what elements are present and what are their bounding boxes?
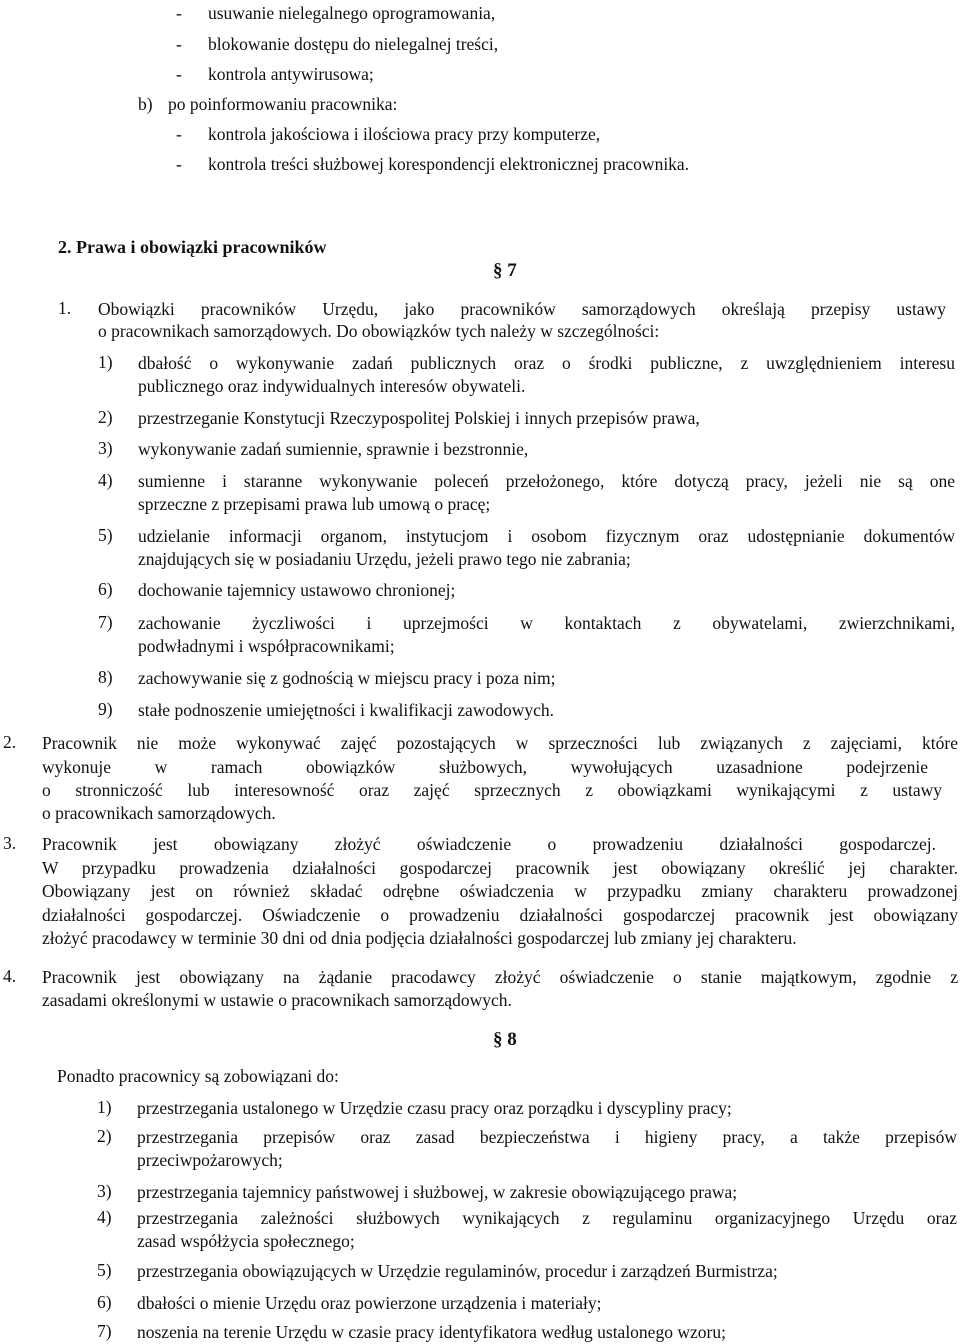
item-text: dbałości o mienie Urzędu oraz powierzone urządzenia i materiały; xyxy=(137,1293,602,1313)
list-item: kontrola antywirusowa; xyxy=(208,64,374,84)
item-number: 2) xyxy=(98,407,113,427)
item-number: 5) xyxy=(97,1260,112,1280)
paragraph-line: o pracownikach samorządowych. Do obowiązków tych należy w szczególności: xyxy=(98,321,660,341)
paragraph-line: Pracownik nie może wykonywać zajęć pozostających w sprzeczności lub związanych z zajęciami, które xyxy=(42,733,958,753)
item-number: 3) xyxy=(97,1181,112,1201)
paragraph-line: złożyć pracodawcy w terminie 30 dni od dnia podjęcia działalności gospodarczej lub zmiany jej charakteru. xyxy=(42,928,797,948)
paragraph-line: wykonuje w ramach obowiązków służbowych, wywołujących uzasadnione podejrzenie xyxy=(42,757,928,777)
item-text: wykonywanie zadań sumiennie, sprawnie i bezstronnie, xyxy=(138,439,529,459)
item-text: przestrzegania tajemnicy państwowej i służbowej, w zakresie obowiązującego prawa; xyxy=(137,1182,738,1202)
item-number: 3) xyxy=(98,438,113,458)
item-text: sumienne i staranne wykonywanie poleceń przełożonego, które dotyczą pracy, jeżeli nie są one xyxy=(138,471,955,491)
item-text: zachowywanie się z godnością w miejscu pracy i poza nim; xyxy=(138,668,556,688)
item-number: 7) xyxy=(98,612,113,632)
item-number: 7) xyxy=(97,1321,112,1341)
item-text: dbałość o wykonywanie zadań publicznych oraz o środki publiczne, z uwzględnieniem interesu xyxy=(138,353,955,373)
item-text: przeciwpożarowych; xyxy=(137,1150,283,1170)
item-text: przestrzegania przepisów oraz zasad bezpieczeństwa i higieny pracy, a także przepisów xyxy=(137,1127,957,1147)
item-text: dochowanie tajemnicy ustawowo chronionej; xyxy=(138,580,456,600)
list-dash: - xyxy=(176,3,182,23)
item-text: zasad współżycia społecznego; xyxy=(137,1231,355,1251)
item-text: przestrzeganie Konstytucji Rzeczypospolitej Polskiej i innych przepisów prawa, xyxy=(138,408,700,428)
item-number: 2. xyxy=(3,732,17,752)
item-text: znajdujących się w posiadaniu Urzędu, jeżeli prawo tego nie zabrania; xyxy=(138,549,631,569)
paragraph-line: działalności gospodarczej. Oświadczenie o prowadzeniu działalności gospodarczej pracownik jest obowiązany xyxy=(42,905,958,925)
item-text: podwładnymi i współpracownikami; xyxy=(138,636,395,656)
item-text: sprzeczne z przepisami prawa lub umową o pracę; xyxy=(138,494,491,514)
paragraph-line: Obowiązki pracowników Urzędu, jako pracowników samorządowych określają przepisy ustawy xyxy=(98,299,946,319)
paragraph-line: W przypadku prowadzenia działalności gospodarczej pracownik jest obowiązany określić jej charakter. xyxy=(42,858,958,878)
item-number: 6) xyxy=(98,579,113,599)
item-text: noszenia na terenie Urzędu w czasie pracy identyfikatora według ustalonego wzoru; xyxy=(137,1322,726,1342)
item-text: publicznego oraz indywidualnych interesów obywateli. xyxy=(138,376,526,396)
item-number: 1) xyxy=(98,352,113,372)
list-item: usuwanie nielegalnego oprogramowania, xyxy=(208,3,496,23)
section-heading: 2. Prawa i obowiązki pracowników xyxy=(58,237,327,257)
list-dash: - xyxy=(176,124,182,144)
item-text: przestrzegania ustalonego w Urzędzie czasu pracy oraz porządku i dyscypliny pracy; xyxy=(137,1098,732,1118)
list-item: po poinformowaniu pracownika: xyxy=(168,94,398,114)
list-dash: - xyxy=(176,34,182,54)
paragraph-line: Obowiązany jest on również składać odrębne oświadczenia w przypadku zmiany charakteru prowadzonej xyxy=(42,881,958,901)
item-number: 5) xyxy=(98,525,113,545)
item-number: 1) xyxy=(97,1097,112,1117)
item-text: udzielanie informacji organom, instytucjom i osobom fizycznym oraz udostępnianie dokumentów xyxy=(138,526,955,546)
item-text: przestrzegania obowiązujących w Urzędzie regulaminów, procedur i zarządzeń Burmistrza; xyxy=(137,1261,778,1281)
item-text: przestrzegania zależności służbowych wynikających z regulaminu organizacyjnego Urzędu oraz xyxy=(137,1208,957,1228)
item-text: stałe podnoszenie umiejętności i kwalifikacji zawodowych. xyxy=(138,700,554,720)
item-number: 4) xyxy=(97,1207,112,1227)
item-number: 8) xyxy=(98,667,113,687)
paragraph-mark-8: § 8 xyxy=(493,1029,517,1050)
paragraph-line: zasadami określonymi w ustawie o pracownikach samorządowych. xyxy=(42,990,512,1010)
list-label-b: b) xyxy=(138,94,153,114)
item-text: zachowanie życzliwości i uprzejmości w kontaktach z obywatelami, zwierzchnikami, xyxy=(138,613,955,633)
list-item: blokowanie dostępu do nielegalnej treści, xyxy=(208,34,499,54)
item-number: 2) xyxy=(97,1126,112,1146)
item-number: 1. xyxy=(58,298,72,318)
item-number: 4) xyxy=(98,470,113,490)
item-number: 9) xyxy=(98,699,113,719)
list-item: kontrola treści służbowej korespondencji elektronicznej pracownika. xyxy=(208,154,690,174)
intro-text: Ponadto pracownicy są zobowiązani do: xyxy=(57,1066,339,1086)
paragraph-line: Pracownik jest obowiązany na żądanie pracodawcy złożyć oświadczenie o stanie majątkowym, zgodnie z xyxy=(42,967,958,987)
paragraph-line: o pracownikach samorządowych. xyxy=(42,803,276,823)
list-dash: - xyxy=(176,154,182,174)
list-dash: - xyxy=(176,64,182,84)
item-number: 4. xyxy=(3,966,17,986)
item-number: 6) xyxy=(97,1292,112,1312)
paragraph-line: o stronniczość lub interesowność oraz zajęć sprzecznych z obowiązkami wynikającymi z ustawy xyxy=(42,780,942,800)
paragraph-mark-7: § 7 xyxy=(493,260,517,281)
list-item: kontrola jakościowa i ilościowa pracy przy komputerze, xyxy=(208,124,601,144)
paragraph-line: Pracownik jest obowiązany złożyć oświadczenie o prowadzeniu działalności gospodarczej. xyxy=(42,834,936,854)
item-number: 3. xyxy=(3,833,17,853)
